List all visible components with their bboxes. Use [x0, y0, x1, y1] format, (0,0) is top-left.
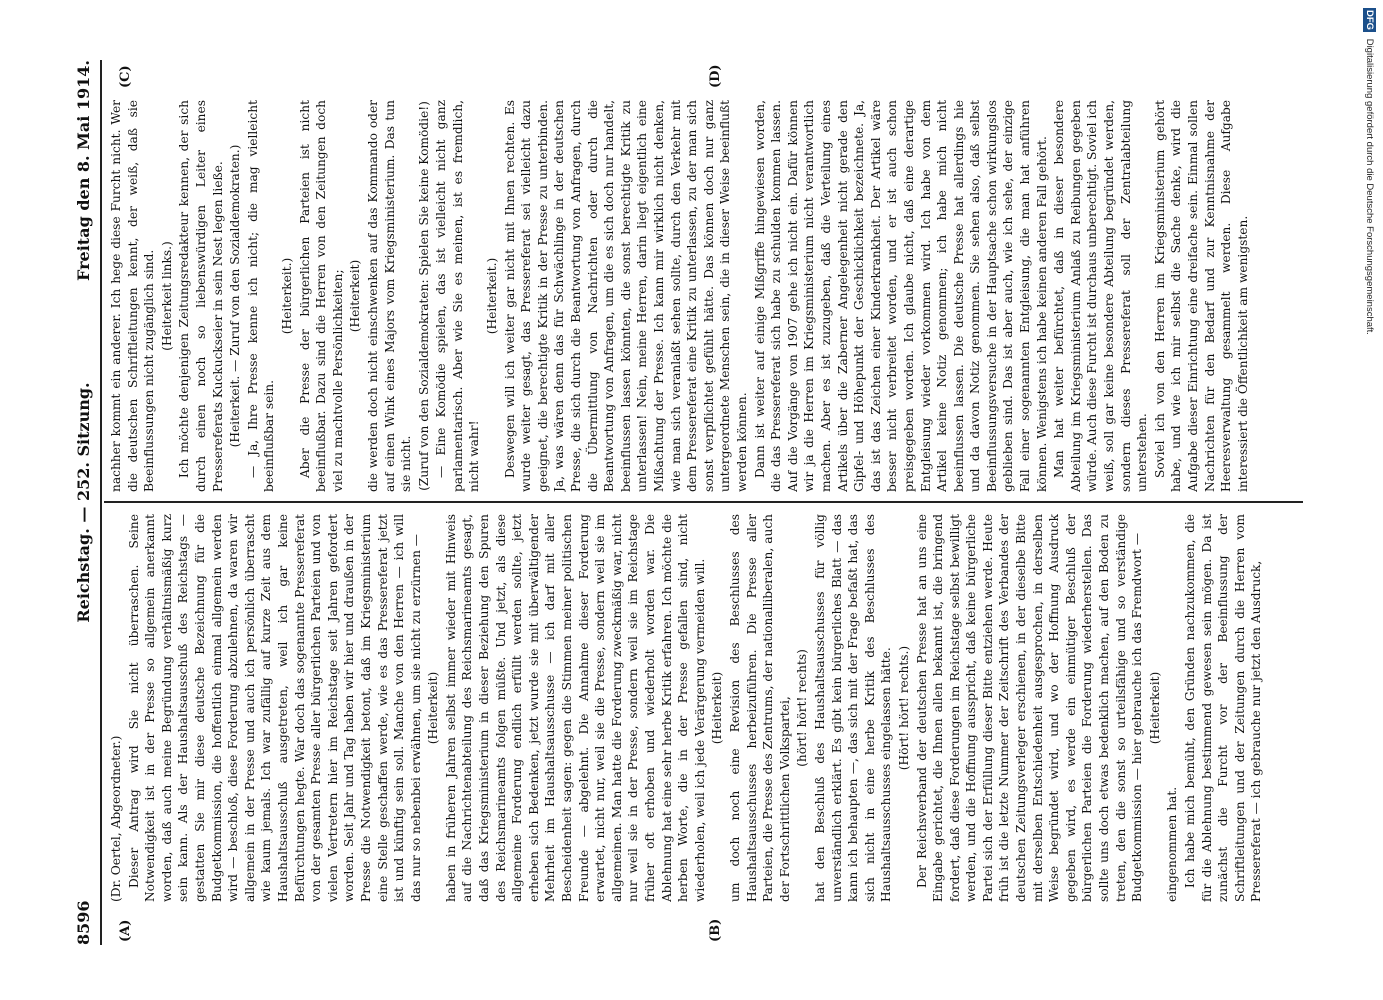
session-title: Reichstag. — 252. Sitzung.: [74, 382, 93, 623]
interjection: (Heiterkeit): [426, 671, 441, 745]
margin-marker-a: (A): [118, 919, 133, 942]
paragraph: Der Reichsverband der deutschen Presse hat an uns eine Eingabe gerichtet, die Ihnen allen bekannt ist, die bringend fordert, daß diese Forderungen im Reichstage selbst bewilligt werden, und die Hoffnung ausspricht, daß keine bürgerliche Partei sich der Erfüllung dieser Bitte entziehen werde. Heute früh ist die letzte Nummer der Zeitschrift des Verbandes der deutschen Zeitungsverleger erschienen, in der dieselbe Bitte mit derselben Entschiedenheit ausgesprochen, in derselben Weise begründet wird, und wo der Hoffnung Ausdruck gegeben wird, es werde ein einmütiger Beschluß der bürgerlichen Parteien die Forderung wiederherstellen. Das sollte uns doch etwas bedenklich machen, auf den Boden zu treten, den die sonst so urteilsfähige und so verständige Budgetkommission — hier gebrauche ich das Fremdwort —: [914, 514, 1145, 902]
interjection: (Zuruf von den Sozialdemokraten: Spielen Sie keine Komödie!): [416, 101, 431, 491]
paragraph: Dieser Antrag wird Sie nicht überraschen. Seine Notwendigkeit ist in der Presse so allgemein anerkannt worden, daß auch meine Begründung verhältnismäßig kurz sein kann. Als der Haushaltsausschuß des Reichstags — gestatten Sie mir diese deutsche Bezeichnung für die Budgetkommission, die hoffentlich einmal allgemein werden wird — beschloß, diese Forderung abzulehnen, da waren wir allgemein in der Presse und auch ich persönlich überrascht wie kaum jemals. Ich war zufällig auf kurze Zeit aus dem Haushaltsausschuß ausgetreten, weil ich gar keine Befürchtungen hegte. War doch das sogenannte Pressereferat von der gesamten Presse aller bürgerlichen Parteien und von vielen Vertretern hier im Reichstage seit Jahren gefordert worden. Seit Jahr und Tag haben wir hier und draußen in der Presse die Notwendigkeit betont, daß im Kriegsministerium eine Stelle geschaffen werde, wie es das Pressereferat jetzt ist und künftig sein soll. Manche von den Herren — ich will das nur so nebenbei erwähnen, um sie nicht zu erzürnen —: [126, 514, 423, 902]
interjection: (Heiterkeit.): [279, 257, 294, 335]
interjection: (Heiterkeit.): [485, 257, 500, 335]
column-divider: [104, 501, 1303, 503]
paragraph: Ich habe mich bemüht, den Gründen nachzukommen, die für die Ablehnung bestimmend gewesen sein mögen. Da ist zunächst die Furcht vor der Beeinflussung der Schriftleitungen und der Zeitungen durch die Herren vom Pressereferat — ich gebrauche nur jetzt den Ausdruck,: [1183, 514, 1264, 902]
interjection: (Heiterkeit): [348, 259, 363, 333]
interjection: (Heiterkeit. — Zuruf von den Sozialdemokraten.): [228, 144, 243, 448]
paragraph: um doch noch eine Revision des Beschlusses des Haushaltsausschusses herbeizuführen. Die Presse aller Parteien, die Presse des Zentrums, der nationalliberalen, auch der Fortschrittlichen Volkspartei,: [727, 514, 792, 902]
paragraph: Aber die Presse der bürgerlichen Parteien ist nicht beeinflußbar. Dazu sind die Herren von den Zeitungen doch viel zu machtvolle Persönlichkeiten;: [297, 100, 345, 492]
dfg-logo: DFG: [1364, 10, 1375, 31]
paragraph: eingenommen hat.: [1165, 786, 1180, 902]
margin-marker-b: (B): [708, 918, 723, 942]
margin-marker-c: (C): [118, 65, 133, 88]
digitization-credit: [1361, 0, 1377, 1000]
paragraph: — Ja, Ihre Presse kenne ich nicht; die mag vielleicht beeinflußbar sein.: [245, 100, 277, 492]
interjection: (Hört! hört! rechts.): [896, 645, 911, 771]
paragraph: — Eine Komödie spielen, das ist vielleicht nicht ganz parlamentarisch. Aber wie Sie es meinen, ist es fremdlich, nicht wahr!: [434, 100, 482, 492]
interjection: (Heiterkeit links.): [159, 241, 174, 351]
page-number: 8596: [74, 900, 93, 945]
paragraph: hat den Beschluß des Haushaltsausschusses für völlig unverständlich erklärt. Es gibt kein bürgerliches Blatt — das kann ich behaupten —, das sich mit der Frage befaßt hat, das sich nicht in eine herbe Kritik des Beschlusses des Haushaltsausschusses eingelassen hätte.: [812, 514, 894, 902]
paragraph: die werden doch nicht einschwenken auf das Kommando oder auf einen Wink eines Majors vom Kriegsministerium. Das tun sie nicht.: [365, 100, 414, 492]
paragraph: Soviel ich von den Herren im Kriegsministerium gehört habe, und wie ich mir selbst die Sache denke, wird die Aufgabe dieser Einrichtung eine dreifache sein. Einmal sollen Nachrichten für den Bedarf und zur Kenntnisnahme der Heeresverwaltung gesammelt werden. Diese Aufgabe interessiert die Öffentlichkeit am wenigsten.: [1152, 100, 1250, 492]
right-text-column: [108, 100, 1305, 492]
paragraph: Dann ist weiter auf einige Mißgriffe hingewiesen worden, die das Pressereferat sich habe zu schulden kommen lassen. Auf die Vorgänge von 1907 gehe ich nicht ein. Dafür können wir ja die Herren im Kriegsministerium nicht verantwortlich machen. Aber es ist zuzugeben, daß die Verteilung eines Artikels über die Zaberner Angelegenheit nicht gerade den Gipfel- und Höhepunkt der Geschicklichkeit bezeichnete. Ja, das ist das Zeichen einer Kinderkrankheit. Der Artikel wäre besser nicht verbreitet worden, und er ist auch schon preisgegeben worden. Ich glaube nicht, daß eine derartige Entgleisung wieder vorkommen wird. Ich habe von dem Artikel keine Notiz genommen; ich habe mich nicht beeinflussen lassen. Die deutsche Presse hat allerdings hie und da davon Notiz genommen. Sie sehen also, daß selbst Beeinflussungsversuche in der Hauptsache schon wirkungslos geblieben sind. Das ist aber auch, wie ich sehe, der einzige Fall einer sogenannten Entgleisung, die man hat anführen können. Wenigstens ich habe keinen anderen Fall gehört.: [752, 100, 1049, 492]
page-header: [60, 60, 104, 945]
interjection: (Heiterkeit): [1147, 671, 1162, 745]
credit-text: Digitalisierung gefördert durch die Deutsche Forschungsgemeinschaft.: [1364, 38, 1375, 335]
speaker-note: (Dr. Oertel, Abgeordneter.): [109, 735, 123, 902]
interjection: (Heiterkeit): [710, 671, 725, 745]
paragraph: nachher kommt ein anderer. Ich hege diese Furcht nicht. Wer die deutschen Schriftleitungen kennt, der weiß, daß sie Beeinflussungen nicht zugänglich sind.: [109, 100, 157, 492]
paragraph: Man hat weiter befürchtet, daß in dieser besondere Abteilung im Kriegsministerium Anlaß zu Reibungen gegeben würde. Auch diese Furcht ist durchaus unberechtigt. Soviel ich weiß, soll gar keine besondere Abteilung begründet werden, sondern dieses Pressereferat soll der Zentralabteilung unterstehen.: [1052, 100, 1150, 492]
paragraph: Deswegen will ich weiter gar nicht mit Ihnen rechten. Es wurde weiter gesagt, das Pressereferat sei vielleicht dazu geeignet, die berechtigte Kritik in der Presse zu unterbinden. Ja, was wären denn das für Schwächlinge in der deutschen Presse, die sich durch die Beantwortung von Anfragen, durch die Übermittlung von Nachrichten oder durch die Beantwortung von Anfragen, um die es sich doch nur handelt, beeinflussen lassen könnten, die sonst berechtigte Kritik zu unterlassen! Nein, meine Herren, darin liegt eigentlich eine Mißachtung der Presse. Ich kann mir wirklich nicht denken, wie man sich veranlaßt sehen sollte, durch den Verkehr mit dem Pressereferat eine Kritik zu unterlassen, zu der man sich sonst verpflichtet gefühlt hätte. Das können doch nur ganz untergeordnete Menschen sein, die in dieser Weise beeinflußt werden können.: [502, 100, 749, 492]
header-rule: [100, 60, 102, 945]
left-text-column: [108, 514, 1305, 902]
session-date: Freitag den 8. Mai 1914.: [74, 60, 93, 281]
interjection: (hört! hört! rechts): [795, 649, 810, 767]
margin-marker-d: (D): [708, 64, 723, 88]
paragraph: haben in früheren Jahren selbst immer wieder mit Hinweis auf die Nachrichtenabteilung des Reichsmarineamts gesagt, daß das Kriegsministerium in dieser Beziehung den Spuren des Reichsmarineamts folgen müßte. Und jetzt, als diese allgemeine Forderung endlich erfüllt werden sollte, jetzt erheben sich Bedenken, jetzt wurde sie mit überwältigender Mehrheit im Haushaltsausschusse — ich darf mit aller Bescheidenheit sagen: gegen die Stimmen meiner politischen Freunde — abgelehnt. Die Annahme dieser Forderung erwartet, nicht nur, weil sie die Presse, sondern weil sie im allgemeinen. Man hatte die Forderung zweckmäßig war, nicht nur weil sie in der Presse, sondern weil sie im Reichstage früher oft erhoben und wiederholt worden war. Die Ablehnung hat eine sehr herbe Kritik erfahren. Ich möchte die herben Worte, die in der Presse gefallen sind, nicht wiederholen, weil ich jede Verärgerung vermeiden will.: [443, 514, 707, 902]
paragraph: Ich möchte denjenigen Zeitungsredakteur kennen, der sich durch einen noch so liebenswürdigen Leiter eines Pressereferats Kuckuckseier in sein Nest legen ließe.: [177, 100, 225, 492]
